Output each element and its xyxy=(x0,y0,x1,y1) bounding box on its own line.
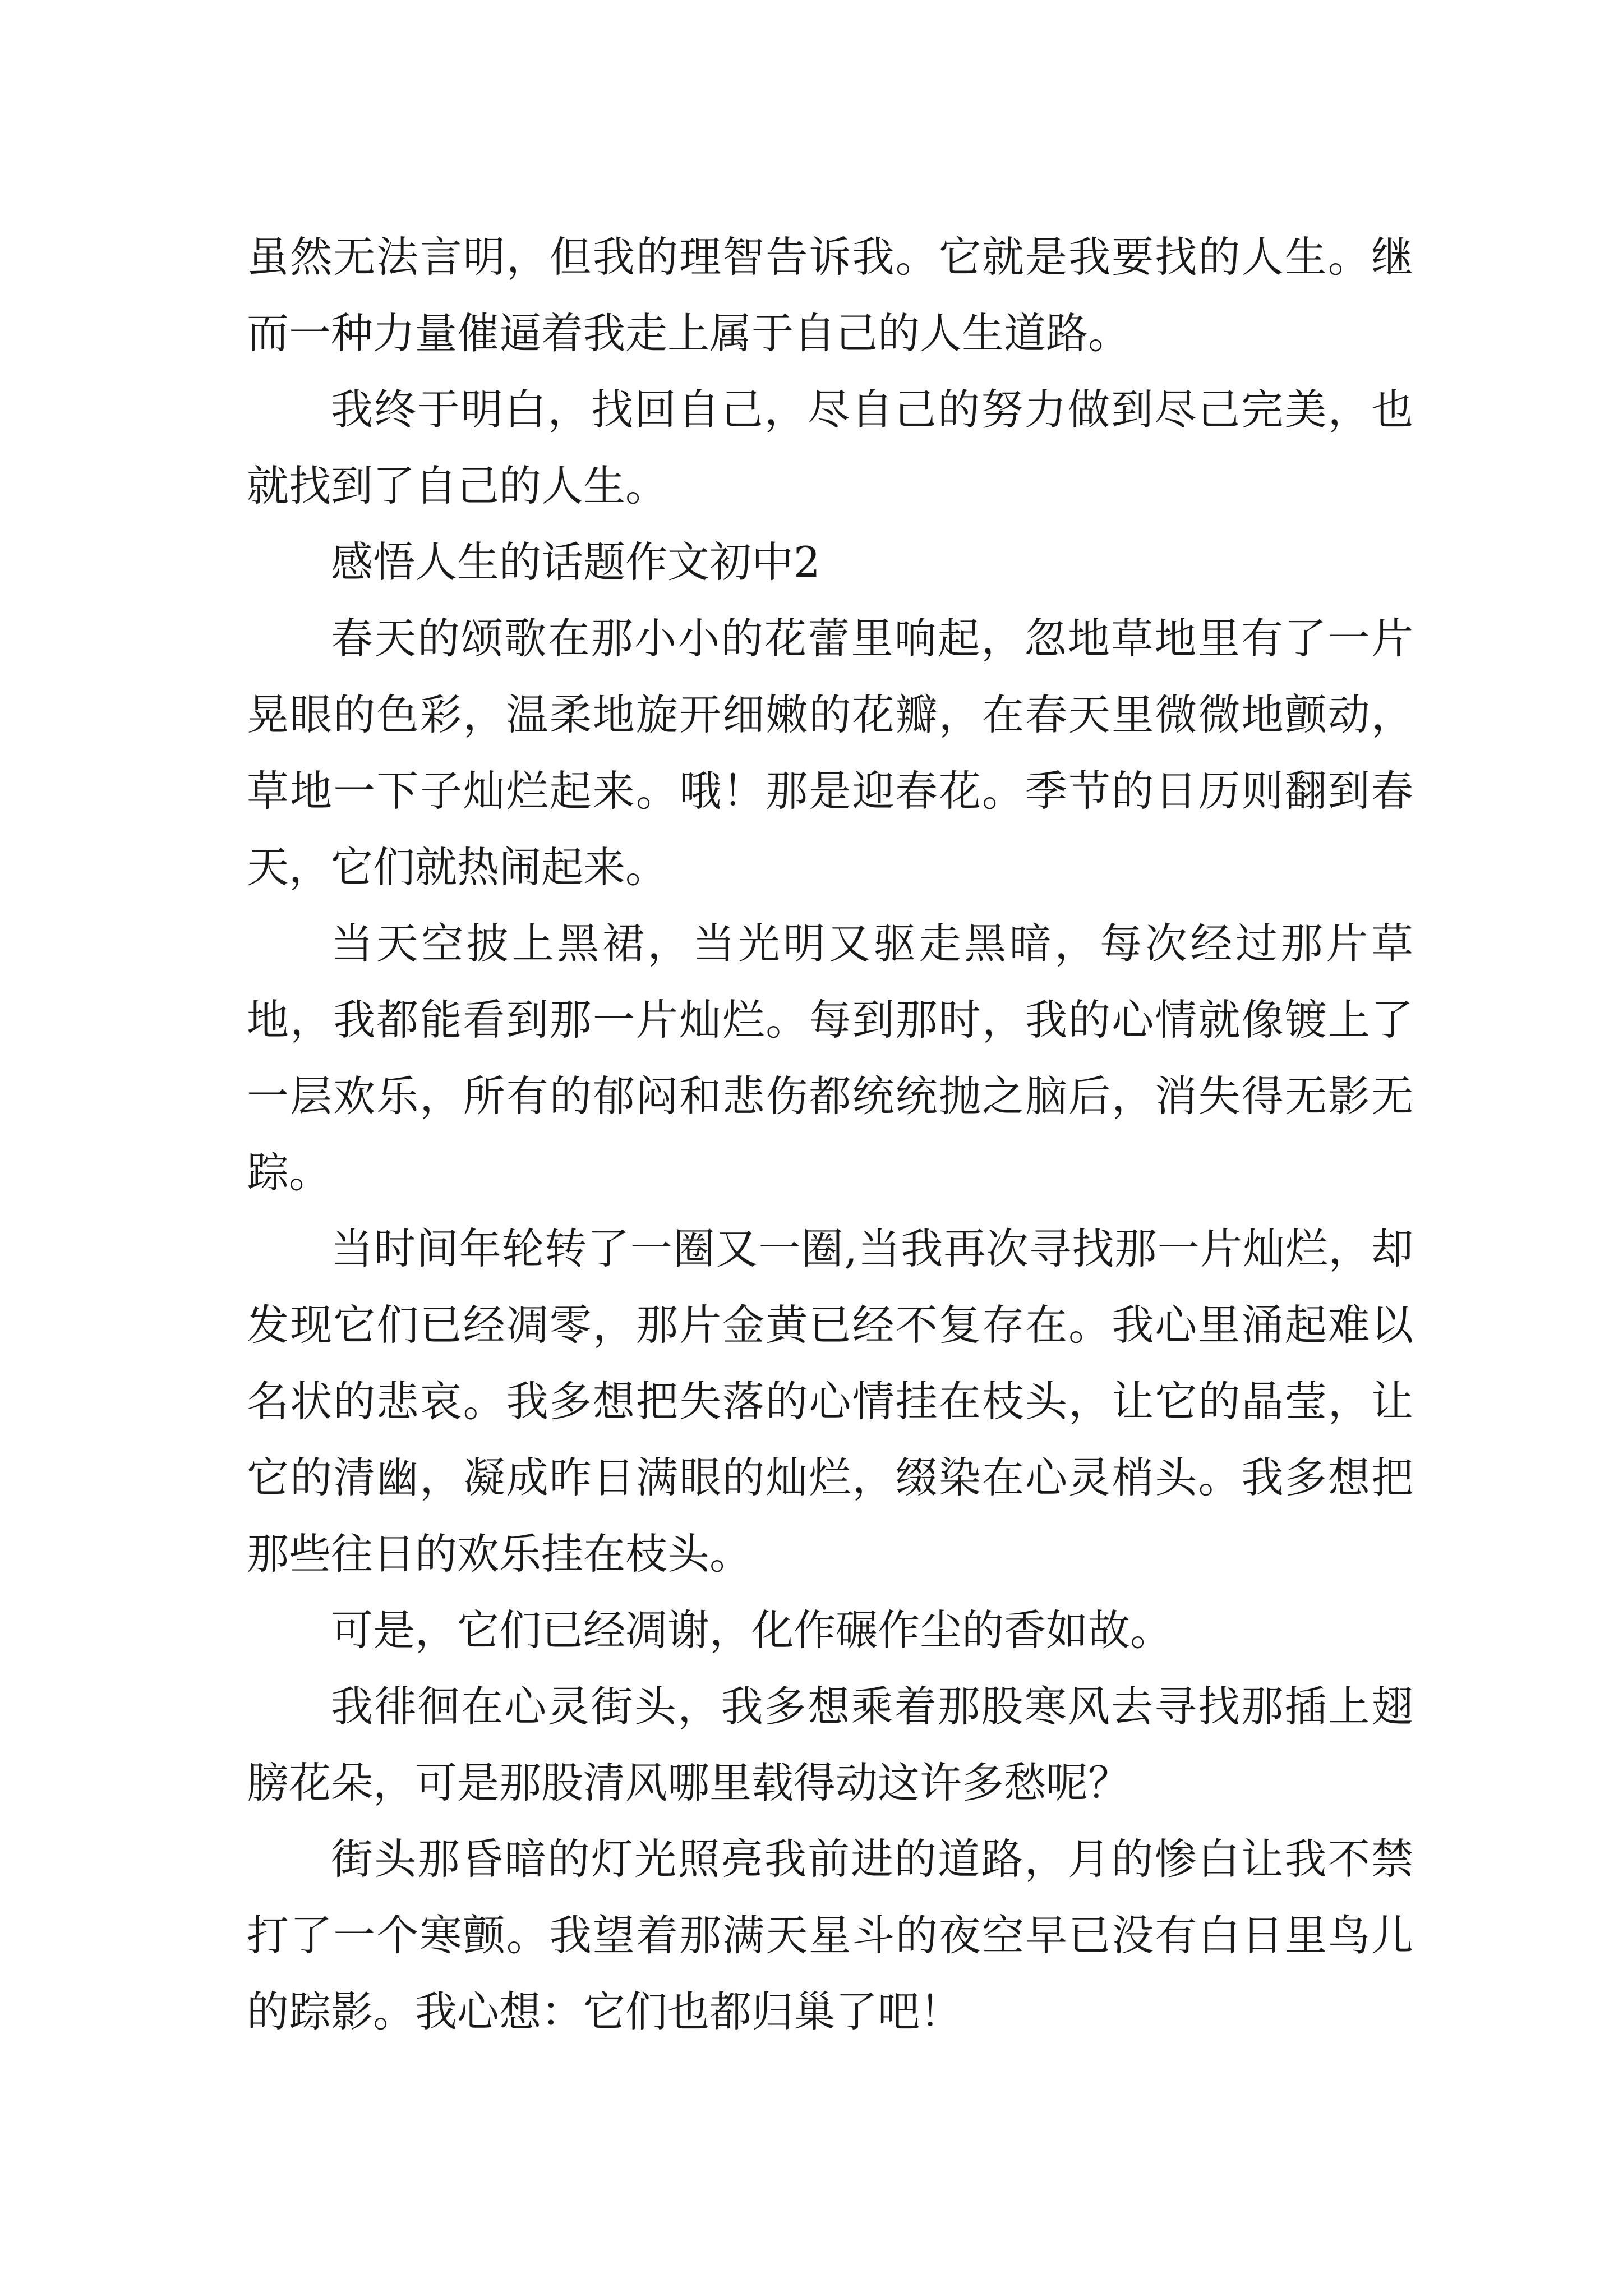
paragraph-3: 春天的颂歌在那小小的花蕾里响起，忽地草地里有了一片晃眼的色彩，温柔地旋开细嫩的花瓣，在春天里微微地颤动，草地一下子灿烂起来。哦！那是迎春花。季节的日历则翻到春天，它们就热闹起来。 xyxy=(247,614,1413,892)
paragraph-8: 街头那昏暗的灯光照亮我前进的道路，月的惨白让我不禁打了一个寒颤。我望着那满天星斗的夜空早已没有白日里鸟儿的踪影。我心想：它们也都归巢了吧！ xyxy=(247,1834,1413,2036)
paragraph-1: 虽然无法言明，但我的理智告诉我。它就是我要找的人生。继而一种力量催逼着我走上属于自己的人生道路。 xyxy=(247,232,1413,358)
section-title: 感悟人生的话题作文初中2 xyxy=(331,537,820,587)
paragraph-4: 当天空披上黑裙，当光明又驱走黑暗，每次经过那片草地，我都能看到那一片灿烂。每到那时，我的心情就像镀上了一层欢乐，所有的郁闷和悲伤都统统抛之脑后，消失得无影无踪。 xyxy=(247,919,1413,1197)
paragraph-2: 我终于明白，找回自己，尽自己的努力做到尽己完美，也就找到了自己的人生。 xyxy=(247,385,1413,510)
paragraph-6: 可是，它们已经凋谢，化作碾作尘的香如故。 xyxy=(331,1605,1173,1655)
paragraph-5: 当时间年轮转了一圈又一圈,当我再次寻找那一片灿烂，却发现它们已经凋零，那片金黄已经不复存在。我心里涌起难以名状的悲哀。我多想把失落的心情挂在枝头，让它的晶莹，让它的清幽，凝成昨日满眼的灿烂，缀染在心灵梢头。我多想把那些往日的欢乐挂在枝头。 xyxy=(247,1224,1413,1579)
document-page xyxy=(247,219,1413,2050)
paragraph-7: 我徘徊在心灵街头，我多想乘着那股寒风去寻找那插上翅膀花朵，可是那股清风哪里载得动这许多愁呢？ xyxy=(247,1682,1413,1807)
